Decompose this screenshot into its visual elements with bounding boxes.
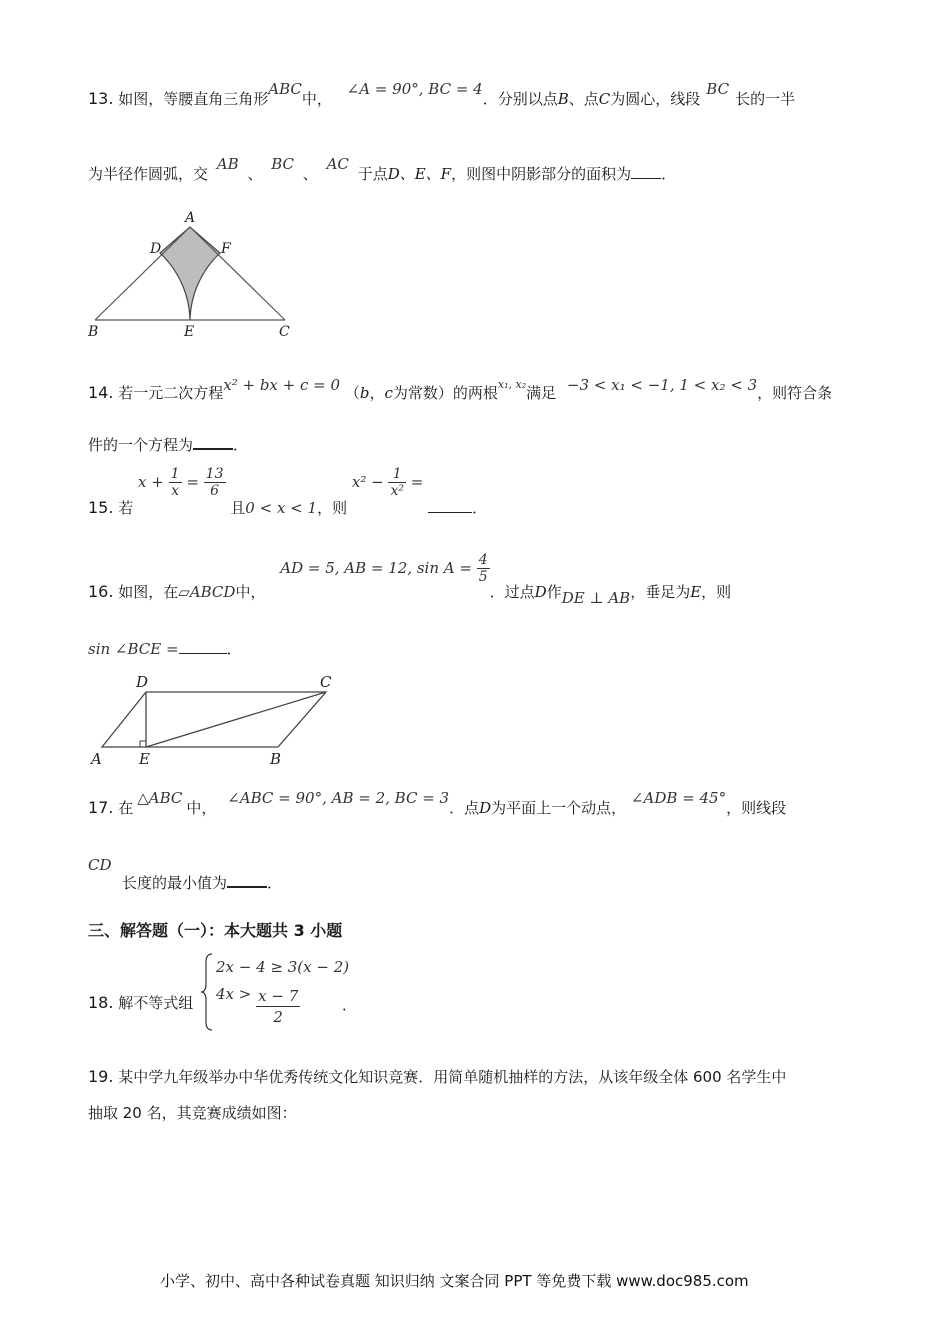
q15-math-x: x +: [138, 473, 164, 491]
q13-math-bc: BC: [706, 80, 730, 98]
q14-text: 满足: [526, 384, 557, 402]
q17-text: 在: [118, 799, 134, 817]
q16-number: 16.: [88, 582, 114, 601]
q14-text: （: [344, 384, 360, 402]
q16-label-b: B: [270, 750, 282, 768]
q13-line1: [88, 80, 796, 109]
q16-text: ．过点: [489, 583, 535, 601]
q16-text: 如图，在: [118, 583, 179, 601]
q13-text: ．分别以点: [482, 90, 558, 108]
q14-end: ．: [233, 436, 249, 454]
q16-label-c: C: [320, 673, 332, 691]
q15-line: [88, 466, 488, 517]
q13-label-b: B: [88, 324, 99, 340]
q15-frac1: $\frac{1}{x}$: [170, 466, 180, 499]
q17-line2: [122, 872, 282, 893]
q14-text: 为常数）的两根: [392, 384, 498, 402]
q15-eq: =: [186, 473, 199, 491]
q17-triangle: △ABC: [137, 789, 183, 807]
q17-answer-blank[interactable]: [227, 872, 267, 888]
q15-answer-blank[interactable]: [428, 498, 472, 513]
q13-text: 长的一半: [735, 90, 796, 108]
q13-label-a: A: [185, 210, 196, 226]
q13-side-ac: [190, 227, 285, 320]
q13-label-e: E: [184, 324, 195, 340]
q14-text: 若一元二次方程: [118, 384, 224, 402]
q13-text: 为圆心，线段: [610, 90, 701, 108]
q13-text: 为半径作圆弧，交: [88, 165, 209, 183]
q13-text: 、点: [568, 90, 599, 108]
q15-text: 若: [118, 499, 134, 517]
q18-text: 解不等式组: [118, 994, 194, 1012]
q13-shaded-region: [160, 227, 220, 320]
q16-segment-ec: [146, 692, 326, 747]
q17-end: ．: [267, 874, 283, 892]
q15-frac3: $\frac{1}{\text{x²}}$: [390, 466, 404, 499]
q14-number: 14.: [88, 383, 114, 402]
q17-text: 长度的最小值为: [122, 874, 228, 892]
q13-side-ab: [95, 227, 190, 320]
q13-math-abc: ABC: [268, 80, 302, 98]
q17-line1: [88, 789, 787, 818]
q16-point-d: D: [534, 583, 547, 601]
q13-math-bc2: BC: [271, 155, 295, 173]
q17-math-cd: CD: [88, 856, 112, 874]
q13-math-ac: AC: [326, 155, 349, 173]
q13-label-d: D: [150, 241, 162, 257]
q13-figure: [85, 205, 300, 345]
q13-point-b: B: [557, 90, 569, 108]
q17-text: ，则线段: [726, 799, 787, 817]
q14-var-c: c: [384, 384, 393, 402]
q16-text: 中，: [235, 583, 266, 601]
q16-right-angle-mark: [140, 741, 146, 747]
q16-figure: [86, 670, 346, 770]
q18-ineq1: 2x − 4 ≥ 3(x − 2): [216, 958, 350, 976]
q13-text: 中，: [301, 90, 332, 108]
q14-var-b: b: [359, 384, 370, 402]
q19-number: 19.: [88, 1067, 114, 1086]
q18-intro: [88, 992, 193, 1013]
q13-answer-blank[interactable]: [631, 164, 661, 179]
q14-text: 件的一个方程为: [88, 436, 194, 454]
q15-end: ．: [472, 499, 488, 517]
q14-line1: [88, 376, 833, 403]
q16-label-d: D: [136, 673, 149, 691]
section3-heading: 三、解答题（一）：本大题共 3 小题: [88, 921, 343, 940]
q13-text: ，则图中阴影部分的面积为: [451, 165, 632, 183]
q16-text: ，则: [701, 583, 732, 601]
q13-label-f: F: [221, 241, 231, 257]
q16-answer-blank[interactable]: [179, 639, 227, 654]
q16-parallelogram: ▱ABCD: [178, 583, 236, 601]
q15-math-x2: x² −: [351, 473, 384, 491]
q16-line1: [88, 552, 732, 607]
q16-end: ．: [226, 640, 242, 658]
q19-text: 某中学九年级举办中华优秀传统文化知识竞赛．用简单随机抽样的方法，从该年级全体 600 名学生中: [118, 1068, 787, 1086]
q16-text: ，垂足为: [630, 583, 691, 601]
q15-range: 0 < x < 1: [245, 499, 318, 517]
q16-perp: DE ⊥ AB: [561, 589, 631, 607]
q19-line1: [88, 1066, 786, 1087]
q16-text: 作: [546, 583, 562, 601]
q13-number: 13.: [88, 89, 114, 108]
q13-math-given: ∠A = 90°, BC = 4: [346, 80, 483, 98]
q13-math-ab: AB: [216, 155, 239, 173]
q18-brace: [200, 952, 214, 1032]
q18-number: 18.: [88, 993, 114, 1012]
q17-text: 中，: [186, 799, 217, 817]
q18-frac: $\frac{x - 7}{2}$: [258, 987, 299, 1026]
q16-line2: [88, 638, 242, 659]
q18-ineq2-lhs: 4x >: [216, 985, 252, 1003]
q17-angle: ∠ADB = 45°: [630, 789, 727, 807]
q13-points: D、E、F: [387, 165, 452, 183]
q14-condition: −3 < x₁ < −1, 1 < x₂ < 3: [566, 376, 758, 394]
q16-point-e: E: [690, 583, 702, 601]
q16-sin: sin ∠BCE =: [88, 640, 179, 658]
q14-roots: x₁, x₂: [497, 378, 527, 391]
q16-label-a: A: [91, 750, 102, 768]
q17-text: ．点: [449, 799, 480, 817]
q14-equation: x² + bx + c = 0: [223, 376, 341, 394]
q16-parallelogram-shape: [102, 692, 326, 747]
q15-eq2: =: [410, 473, 424, 491]
page-footer: 小学、初中、高中各种试卷真题 知识归纳 文案合同 PPT 等免费下载 www.doc985.com: [160, 1272, 749, 1290]
q15-text: 且: [230, 499, 246, 517]
q13-text: 如图，等腰直角三角形: [118, 90, 269, 108]
q14-line2: [88, 434, 248, 455]
q15-frac2: $\frac{13}{6}$: [205, 466, 224, 499]
q13-line2: [88, 155, 677, 184]
q16-given: AD = 5, AB = 12, sin A =: [280, 559, 472, 577]
q14-text: ，: [369, 384, 385, 402]
q13-sep: 、: [247, 165, 263, 183]
q14-text: ，则符合条: [757, 384, 833, 402]
q17-given: ∠ABC = 90°, AB = 2, BC = 3: [227, 789, 450, 807]
q17-text: 为平面上一个动点，: [491, 799, 627, 817]
q14-answer-blank[interactable]: [193, 434, 233, 450]
q18-ineq2: [216, 986, 300, 1027]
q15-text: ，则: [317, 499, 348, 517]
q13-sep: 、: [302, 165, 318, 183]
q17-number: 17.: [88, 798, 114, 817]
q16-frac: $\frac{4}{5}$: [478, 552, 488, 585]
q13-text: 于点: [357, 165, 388, 183]
q13-label-c: C: [279, 324, 290, 340]
q18-end: ．: [342, 996, 358, 1014]
q19-line2: 抽取 20 名，其竞赛成绩如图：: [88, 1104, 297, 1122]
q17-cd: [88, 856, 112, 874]
q13-point-c: C: [598, 90, 611, 108]
q17-point-d: D: [479, 799, 492, 817]
q16-label-e: E: [139, 750, 150, 768]
q15-number: 15.: [88, 498, 114, 517]
q13-end: ．: [661, 165, 677, 183]
